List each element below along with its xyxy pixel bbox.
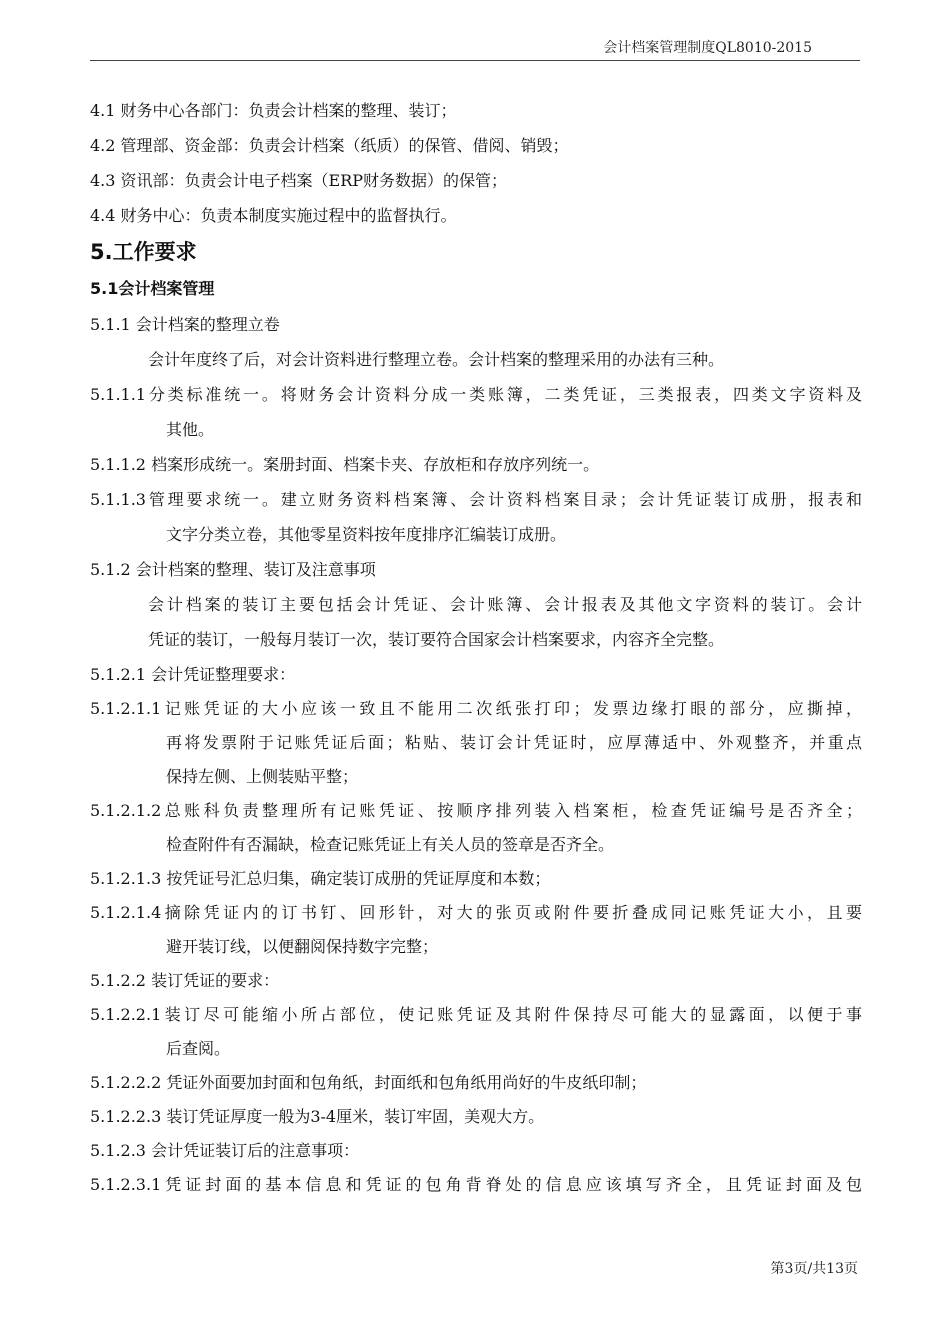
clause-continuation: 文字分类立卷，其他零星资料按年度排序汇编装订成册。 [166, 525, 567, 544]
clause-continuation: 其他。 [166, 420, 215, 439]
clause-4-1: 4.1 财务中心各部门：负责会计档案的整理、装订； [90, 101, 457, 120]
clause-heading: 5.1.2 会计档案的整理、装订及注意事项 [90, 560, 376, 579]
clause-heading: 5.1.2.3 会计凭证装订后的注意事项： [90, 1141, 360, 1160]
clause-text: 5.1.2.1.1记账凭证的大小应该一致且不能用二次纸张打印；发票边缘打眼的部分，应撕掉， [90, 699, 862, 718]
clause-text: 5.1.2.1.4摘除凭证内的订书钉、回形针，对大的张页或附件要折叠成同记账凭证大小，且要 [90, 903, 862, 922]
paragraph-text: 会计年度终了后，对会计资料进行整理立卷。会计档案的整理采用的办法有三种。 [148, 350, 725, 369]
clause-continuation: 避开装订线，以便翻阅保持数字完整； [166, 937, 439, 956]
clause-heading: 5.1.1 会计档案的整理立卷 [90, 315, 280, 334]
clause-4-4: 4.4 财务中心：负责本制度实施过程中的监督执行。 [90, 206, 457, 225]
subsection-heading: 5.1会计档案管理 [90, 279, 215, 298]
clause-continuation: 后查阅。 [166, 1039, 231, 1058]
clause-text: 5.1.2.1.2总账科负责整理所有记账凭证、按顺序排列装入档案柜，检查凭证编号是否齐全； [90, 801, 862, 820]
clause-continuation: 保持左侧、上侧装贴平整； [166, 767, 359, 786]
paragraph-text: 凭证的装订，一般每月装订一次，装订要符合国家会计档案要求，内容齐全完整。 [148, 630, 725, 649]
section-heading: 5.工作要求 [90, 240, 197, 264]
page-number: 第3页/共13页 [770, 1261, 858, 1277]
clause-text: 5.1.2.2.2 凭证外面要加封面和包角纸，封面纸和包角纸用尚好的牛皮纸印制； [90, 1073, 647, 1092]
clause-text: 5.1.2.2.3 装订凭证厚度一般为3-4厘米，装订牢固，美观大方。 [90, 1107, 545, 1126]
clause-text: 5.1.2.3.1凭证封面的基本信息和凭证的包角背脊处的信息应该填写齐全，且凭证封面及包 [90, 1175, 862, 1194]
clause-continuation: 再将发票附于记账凭证后面；粘贴、装订会计凭证时，应厚薄适中、外观整齐，并重点 [166, 733, 862, 752]
clause-text: 5.1.1.1分类标准统一。将财务会计资料分成一类账簿，二类凭证，三类报表，四类文字资料及 [90, 385, 862, 404]
clause-text: 5.1.2.2.1装订尽可能缩小所占部位，使记账凭证及其附件保持尽可能大的显露面，以便于事 [90, 1005, 862, 1024]
clause-text: 5.1.1.3管理要求统一。建立财务资料档案簿、会计资料档案目录；会计凭证装订成册，报表和 [90, 490, 862, 509]
clause-4-2: 4.2 管理部、资金部：负责会计档案（纸质）的保管、借阅、销毁； [90, 136, 569, 155]
document-body [90, 93, 862, 1202]
clause-heading: 5.1.2.1 会计凭证整理要求： [90, 665, 296, 684]
paragraph-text: 会计档案的装订主要包括会计凭证、会计账簿、会计报表及其他文字资料的装订。会计 [148, 595, 862, 614]
clause-text: 5.1.1.2 档案形成统一。案册封面、档案卡夹、存放柜和存放序列统一。 [90, 455, 600, 474]
clause-4-3: 4.3 资讯部：负责会计电子档案（ERP财务数据）的保管； [90, 171, 508, 190]
document-title-header: 会计档案管理制度QL8010-2015 [603, 40, 812, 56]
clause-text: 5.1.2.1.3 按凭证号汇总归集，确定装订成册的凭证厚度和本数； [90, 869, 551, 888]
page-header [90, 38, 860, 61]
clause-heading: 5.1.2.2 装订凭证的要求： [90, 971, 280, 990]
clause-continuation: 检查附件有否漏缺，检查记账凭证上有关人员的签章是否齐全。 [166, 835, 615, 854]
